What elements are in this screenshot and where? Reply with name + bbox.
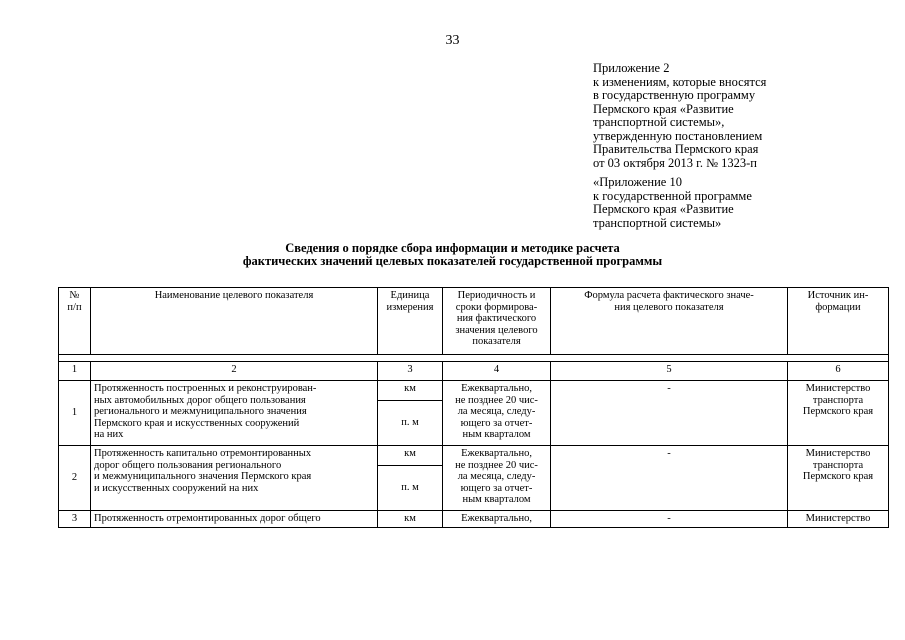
appendix-note (593, 62, 766, 170)
header-text: № (69, 290, 80, 301)
appendix-10-line: к государственной программе (593, 188, 752, 203)
indicator-name-line: ных автомобильных дорог общего пользования (94, 394, 306, 406)
title-line: Сведения о порядке сбора информации и методике расчета (285, 241, 620, 255)
document-title (0, 242, 905, 268)
period-line: не позднее 20 чис- (455, 459, 538, 471)
appendix-note-line: от 03 октября 2013 г. № 1323-п (593, 155, 757, 170)
source-line: Министерство (805, 383, 871, 394)
header-text: Периодичность и (457, 290, 536, 301)
formula-cell: - (551, 381, 788, 446)
period-line: Ежеквартально, (461, 448, 532, 459)
appendix-note-line: Правительства Пермского края (593, 142, 759, 156)
unit-cell: км (378, 511, 443, 528)
period-cell (443, 511, 551, 528)
period-line: ющего за отчет- (460, 417, 533, 429)
column-number: 5 (551, 362, 788, 381)
appendix-note-line: утвержденную постановлением (593, 128, 763, 143)
header-text: формации (815, 301, 861, 313)
header-text: значения целевого (455, 324, 538, 336)
column-number: 4 (443, 362, 551, 381)
unit-cell: км (378, 446, 443, 466)
header-period (443, 288, 551, 355)
title-line: фактических значений целевых показателей государственной программы (242, 254, 663, 268)
source-cell (788, 446, 889, 511)
header-text: показателя (472, 336, 521, 347)
indicator-name-line: и межмуниципального значения Пермского края (94, 471, 312, 482)
source-line: Министерство (805, 513, 871, 524)
header-text: ния целевого показателя (614, 301, 724, 313)
table-row (59, 511, 889, 528)
header-text: Наименование целевого показателя (154, 290, 314, 301)
column-number: 1 (59, 362, 91, 381)
row-num: 1 (59, 381, 91, 446)
appendix-note-line: транспортной системы», (593, 115, 725, 129)
appendix-10-line: Пермского края «Развитие (593, 202, 734, 216)
header-text: ния фактического (456, 313, 537, 324)
indicator-name-line: Пермского края и искусственных сооружений (94, 417, 300, 429)
source-line: транспорта (812, 459, 864, 471)
period-line: ла месяца, следу- (457, 406, 536, 417)
column-number: 6 (788, 362, 889, 381)
header-num (59, 288, 91, 355)
column-number: 3 (378, 362, 443, 381)
header-text: Единица (390, 290, 430, 301)
row-num: 2 (59, 446, 91, 511)
page-number: 33 (445, 33, 460, 48)
appendix-note-line: в государственную программу (593, 88, 756, 102)
header-name (91, 288, 378, 355)
indicator-name (91, 446, 378, 511)
source-line: транспорта (812, 394, 864, 406)
appendix-10-line: транспортной системы» (593, 215, 722, 230)
table-header-row (59, 288, 889, 355)
header-text: Источник ин- (807, 290, 869, 301)
appendix-10-note (593, 176, 752, 230)
indicator-name-line: Протяженность капитально отремонтированных (94, 448, 312, 459)
header-formula (551, 288, 788, 355)
source-cell (788, 511, 889, 528)
formula-cell: - (551, 446, 788, 511)
unit-cell: км (378, 381, 443, 401)
formula-cell: - (551, 511, 788, 528)
header-text: п/п (67, 301, 82, 313)
indicator-name-line: и искусственных сооружений на них (94, 482, 259, 494)
period-line: ла месяца, следу- (457, 471, 536, 482)
header-unit (378, 288, 443, 355)
header-text: Формула расчета фактического значе- (584, 290, 754, 301)
header-text: сроки формирова- (455, 301, 538, 313)
unit-cell: п. м (378, 466, 443, 511)
indicator-name (91, 511, 378, 528)
indicators-table (58, 287, 889, 528)
period-cell (443, 381, 551, 446)
indicator-name-line: на них (94, 429, 124, 440)
period-cell (443, 446, 551, 511)
period-line: Ежеквартально, (461, 513, 532, 524)
table-row (59, 446, 889, 466)
period-line: ющего за отчет- (460, 482, 533, 494)
source-line: Пермского края (802, 406, 874, 417)
header-text: измерения (386, 301, 434, 313)
appendix-note-line: Пермского края «Развитие (593, 101, 734, 116)
indicator-name-line: Протяженность отремонтированных дорог общего (94, 513, 321, 524)
column-numbers-row (59, 362, 889, 381)
period-line: ным кварталом (462, 429, 531, 440)
appendix-10-line: «Приложение 10 (593, 175, 682, 189)
source-line: Министерство (805, 448, 871, 459)
source-line: Пермского края (802, 471, 874, 482)
indicator-name-line: регионального и межмуниципального значения (94, 406, 307, 417)
indicator-name (91, 381, 378, 446)
appendix-note-line: Приложение 2 (593, 61, 670, 75)
header-source (788, 288, 889, 355)
period-line: ным кварталом (462, 494, 531, 505)
period-line: Ежеквартально, (461, 383, 532, 394)
appendix-note-line: к изменениям, которые вносятся (593, 74, 767, 89)
unit-cell: п. м (378, 401, 443, 446)
indicator-name-line: Протяженность построенных и реконструирован- (94, 383, 317, 394)
indicator-name-line: дорог общего пользования регионального (94, 459, 282, 471)
table-row (59, 381, 889, 401)
period-line: не позднее 20 чис- (455, 394, 538, 406)
column-number: 2 (91, 362, 378, 381)
row-num: 3 (59, 511, 91, 528)
source-cell (788, 381, 889, 446)
